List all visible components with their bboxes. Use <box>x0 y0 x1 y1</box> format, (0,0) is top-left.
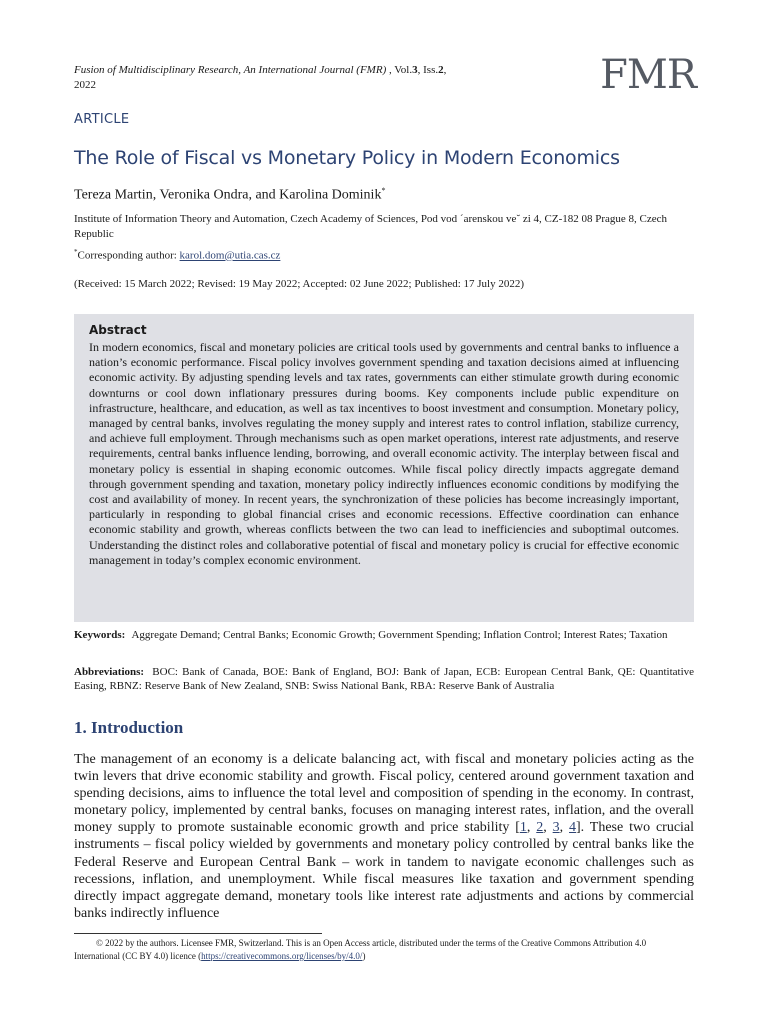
section-heading <box>74 718 183 738</box>
corresponding-email-link[interactable]: karol.dom@utia.cas.cz <box>179 249 281 262</box>
paper-page <box>74 0 694 1024</box>
license-link[interactable]: https://creativecommons.org/licenses/by/4.0/ <box>201 951 363 961</box>
citation-link[interactable]: 2 <box>536 820 544 836</box>
authors-text: Tereza Martin, Veronika Ondra, and Karolina Dominik <box>74 187 382 203</box>
license-text: © 2022 by the authors. Licensee FMR, Switzerland. This is an Open Access article, distributed under the terms of the Creative Commons Attribution 4.0 International (CC BY 4.0) licence ( <box>74 938 647 961</box>
corresponding-author <box>74 248 280 262</box>
article-type-label: ARTICLE <box>74 112 130 127</box>
abbreviations-label: Abbreviations: <box>74 666 145 678</box>
keywords-label: Keywords: <box>74 629 126 641</box>
section-number: 1. <box>74 718 87 737</box>
keywords-text: Aggregate Demand; Central Banks; Economic Growth; Government Spending; Inflation Control; Interest Rates; Taxation <box>131 629 668 641</box>
issue-number: 2 <box>438 64 444 76</box>
citation-link[interactable]: 4 <box>569 820 577 836</box>
paper-title: The Role of Fiscal vs Monetary Policy in Modern Economics <box>74 147 620 169</box>
corresponding-label: Corresponding author: <box>77 249 180 262</box>
intro-paragraph: The management of an economy is a delicate balancing act, with fiscal and monetary policies acting as the twin levers that drive economic stability and growth. Fiscal policy, centered around government taxation and spending decisions, aims to influence the total level and composition of spending in the economy. In contrast, monetary policy, implemented by central banks, focuses on managing interest rates, inflation, and the overall money supply to promote sustainable economic growth and price stability [1, 2, 3, 4]. These two crucial instruments – fiscal policy wielded by governments and monetary policy controlled by central banks like the Federal Reserve and European Central Bank – work in tandem to navigate economic challenges such as recessions, inflation, and unemployment. While fiscal measures like taxation and government spending directly impact aggregate demand, monetary tools like interest rate adjustments and actions by commercial banks indirectly influence <box>74 752 695 921</box>
vol-prefix: , Vol. <box>386 64 413 76</box>
abstract-heading: Abstract <box>89 323 147 337</box>
iss-prefix: , Iss. <box>417 64 439 76</box>
footnote-divider <box>74 933 322 934</box>
section-title: Introduction <box>91 718 184 737</box>
citation-link[interactable]: 3 <box>552 820 560 836</box>
journal-citation: Fusion of Multidisciplinary Research, An International Journal (FMR) , Vol.3, Iss.2, 2022 <box>74 64 447 91</box>
citation-link[interactable]: 1 <box>519 820 527 836</box>
journal-logo: FMR <box>600 52 696 98</box>
journal-name: Fusion of Multidisciplinary Research, An International Journal (FMR) <box>74 64 387 76</box>
abstract-box <box>74 314 694 622</box>
abstract-text: In modern economics, fiscal and monetary policies are critical tools used by governments and central banks to influence a nation’s economic performance. Fiscal policy involves government spending and taxation decisions aimed at influencing economic activity. By adjusting spending levels and tax rates, governments can either stimulate growth during economic downturns or cool down inflationary pressures during booms. Key components include public expenditure on infrastructure, healthcare, and education, as well as tax incentives to boost investment and consumption. Monetary policy, managed by central banks, involves regulating the money supply and interest rates to control inflation, stabilize currency, and achieve full employment. Through mechanisms such as open market operations, interest rate adjustments, and reserve requirements, central banks influence lending, borrowing, and overall economic activity. The interplay between fiscal and monetary policy is essential in shaping economic outcomes. While fiscal policy directly impacts aggregate demand through government spending and taxation, monetary policy indirectly influences economic conditions by modifying the cost and availability of money. In recent years, the synchronization of these policies has become increasingly important, particularly in responding to global financial crises and economic recessions. Effective coordination can enhance economic stability and growth, whereas conflicts between the two can lead to inefficiencies and suboptimal outcomes. Understanding the distinct roles and collaborative potential of fiscal and monetary policy is crucial for effective economic management in today’s complex economic environment. <box>89 340 679 567</box>
author-mark: * <box>381 186 386 195</box>
intro-text-part2: ]. These two crucial instruments – fiscal policy wielded by governments and monetary policy controlled by central banks like the Federal Reserve and European Central Bank – work in tandem to navigate economic challenges such as recessions, inflation, and unemployment. While fiscal measures like taxation and government spending directly impact aggregate demand, monetary tools like interest rate adjustments and actions by commercial banks indirectly influence <box>74 820 695 921</box>
keywords <box>74 629 694 643</box>
author-list <box>74 186 385 204</box>
license-close: ) <box>362 951 366 961</box>
abbreviations <box>74 666 694 693</box>
volume-number: 3 <box>412 64 418 76</box>
publication-dates: (Received: 15 March 2022; Revised: 19 May 2022; Accepted: 02 June 2022; Published: 17 July 2022) <box>74 278 525 290</box>
affiliation: Institute of Information Theory and Automation, Czech Academy of Sciences, Pod vod ´arenskou ve˘ zi 4, CZ-182 08 Prague 8, Czech Republic <box>74 213 668 240</box>
license-footnote <box>74 937 694 963</box>
journal-year: 2022 <box>74 79 96 91</box>
intro-text-part1: The management of an economy is a delicate balancing act, with fiscal and monetary policies acting as the twin levers that drive economic stability and growth. Fiscal policy, centered around government taxation and spending decisions, aims to influence the total level and composition of spending in the economy. In contrast, monetary policy, implemented by central banks, focuses on managing interest rates, inflation, and the overall money supply to promote sustainable economic growth and price stability [ <box>74 752 694 836</box>
abbreviations-text: BOC: Bank of Canada, BOE: Bank of England, BOJ: Bank of Japan, ECB: European Central Bank, QE: Quantitative Easing, RBNZ: Reserve Bank of New Zealand, SNB: Swiss National Bank, RBA: Reserve Bank of Australia <box>74 666 695 692</box>
corresponding-mark: * <box>74 248 78 256</box>
